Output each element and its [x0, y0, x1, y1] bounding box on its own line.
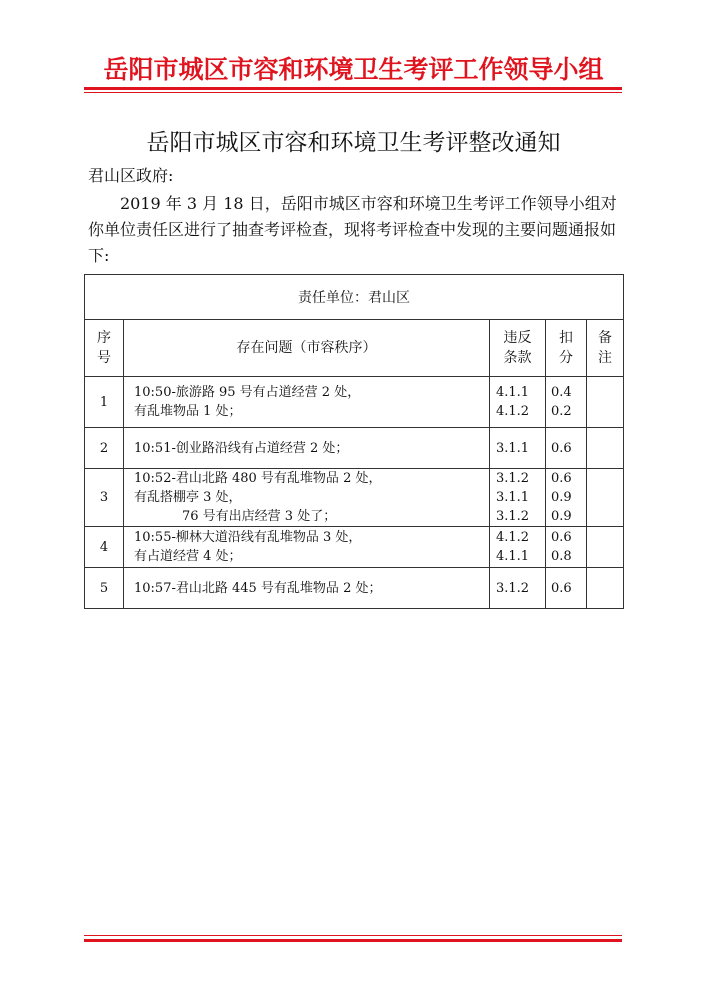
row-clause: 3.1.2 — [490, 568, 546, 609]
footer-rule-thick — [84, 939, 622, 942]
row-note — [587, 469, 624, 527]
table-row — [85, 428, 624, 469]
table-row — [85, 527, 624, 568]
row-clause: 4.1.1 4.1.2 — [490, 377, 546, 428]
table-row — [85, 469, 624, 527]
row-clause: 4.1.2 4.1.1 — [490, 527, 546, 568]
row-issue: 10:57-君山北路 445 号有乱堆物品 2 处； — [124, 568, 490, 609]
issues-table — [84, 274, 624, 609]
row-score: 0.6 — [546, 568, 587, 609]
salutation: 君山区政府: — [88, 166, 174, 185]
header-issue: 存在问题（市容秩序） — [124, 320, 490, 377]
row-score: 0.4 0.2 — [546, 377, 587, 428]
header-seq: 序 号 — [85, 320, 124, 377]
table-header-row — [85, 320, 624, 377]
footer-rule-thin — [84, 935, 622, 936]
row-issue: 10:50-旅游路 95 号有占道经营 2 处， 有乱堆物品 1 处； — [124, 377, 490, 428]
row-seq: 5 — [85, 568, 124, 609]
row-clause: 3.1.2 3.1.1 3.1.2 — [490, 469, 546, 527]
row-note — [587, 428, 624, 469]
row-seq: 1 — [85, 377, 124, 428]
header-score: 扣 分 — [546, 320, 587, 377]
row-score: 0.6 0.8 — [546, 527, 587, 568]
row-seq: 4 — [85, 527, 124, 568]
notice-body: 2019 年 3 月 18 日，岳阳市城区市容和环境卫生考评工作领导小组对你单位责任区进行了抽查考评检查，现将考评检查中发现的主要问题通报如下: — [88, 194, 617, 265]
row-clause: 3.1.1 — [490, 428, 546, 469]
organization-title: 岳阳市城区市容和环境卫生考评工作领导小组 — [103, 55, 604, 84]
header-rule-thick — [84, 87, 622, 90]
table-row — [85, 568, 624, 609]
row-score: 0.6 — [546, 428, 587, 469]
row-note — [587, 568, 624, 609]
row-note — [587, 377, 624, 428]
row-issue: 10:52-君山北路 480 号有乱堆物品 2 处， 有乱搭棚亭 3 处， 76 号有出店经营 3 处了； — [124, 469, 490, 527]
responsible-unit: 责任单位：君山区 — [85, 275, 624, 320]
header-clause: 违反 条款 — [490, 320, 546, 377]
row-seq: 2 — [85, 428, 124, 469]
header-note: 备 注 — [587, 320, 624, 377]
header-rule-thin — [84, 92, 622, 93]
notice-title: 岳阳市城区市容和环境卫生考评整改通知 — [146, 130, 561, 156]
row-note — [587, 527, 624, 568]
row-score: 0.6 0.9 0.9 — [546, 469, 587, 527]
row-seq: 3 — [85, 469, 124, 527]
row-issue: 10:51-创业路沿线有占道经营 2 处； — [124, 428, 490, 469]
table-row — [85, 377, 624, 428]
row-issue: 10:55-柳林大道沿线有乱堆物品 3 处， 有占道经营 4 处； — [124, 527, 490, 568]
